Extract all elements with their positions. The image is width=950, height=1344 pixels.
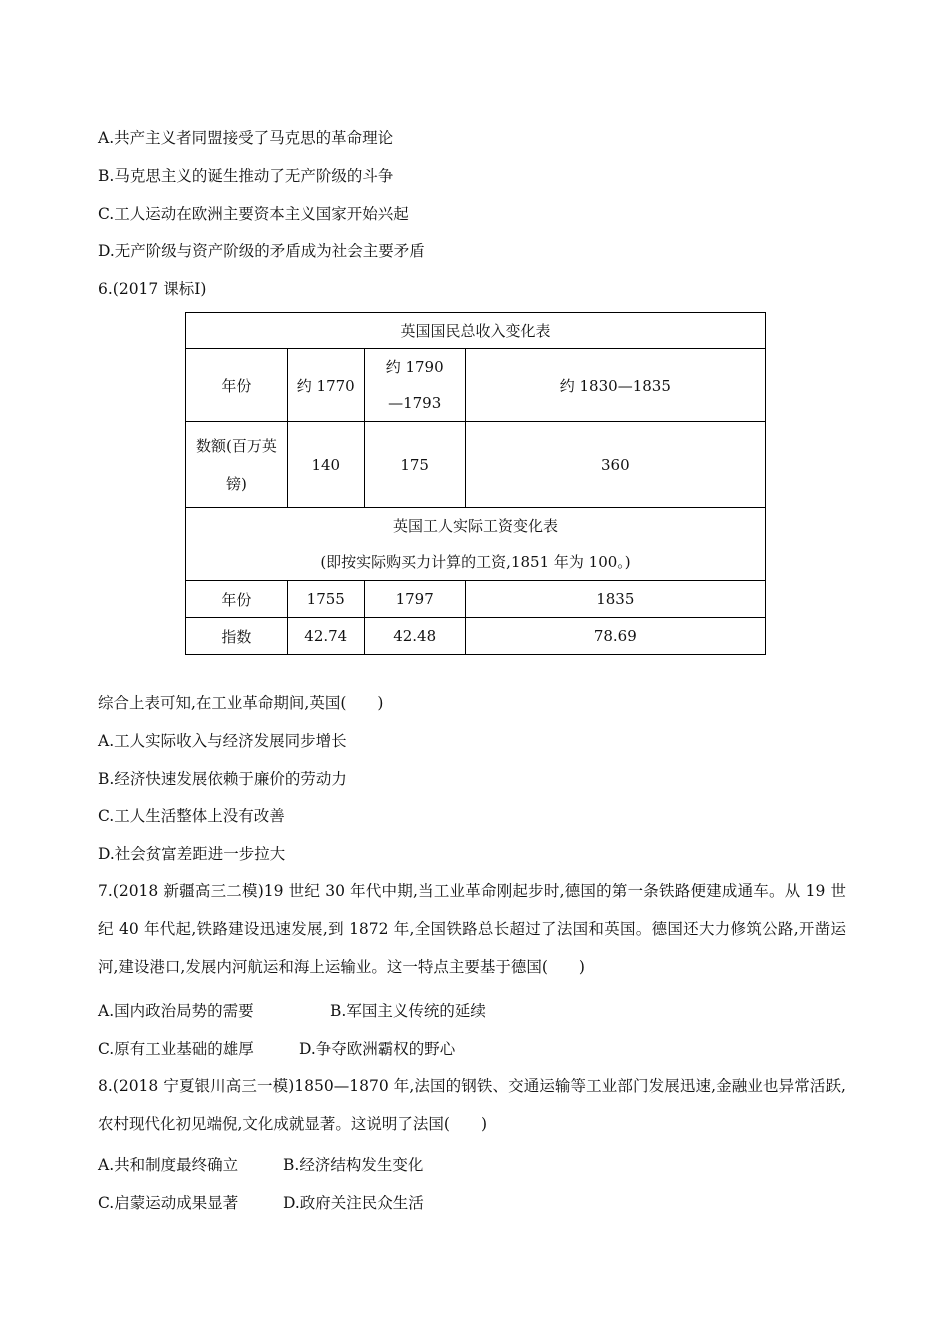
- q6-option-d: D.社会贫富差距进一步拉大: [98, 845, 286, 863]
- q8-option-c: C.启蒙运动成果显著: [98, 1194, 239, 1212]
- q7-option-d: D.争夺欧洲霸权的野心: [299, 1040, 456, 1058]
- income-year-2: 约 1790—1793: [364, 349, 465, 422]
- q6-stem: 综合上表可知,在工业革命期间,英国( ): [98, 694, 384, 712]
- wage-index-label: 指数: [186, 618, 288, 655]
- wage-year-2: 1797: [364, 581, 465, 618]
- q5-option-c: C.工人运动在欧洲主要资本主义国家开始兴起: [98, 205, 409, 223]
- wage-year-1: 1755: [287, 581, 364, 618]
- wage-year-3: 1835: [465, 581, 765, 618]
- q8-option-d: D.政府关注民众生活: [283, 1194, 424, 1212]
- income-amount-3: 360: [465, 422, 765, 508]
- income-year-1: 约 1770: [287, 349, 364, 422]
- income-amount-label: 数额(百万英镑): [186, 422, 288, 508]
- income-amount-1: 140: [287, 422, 364, 508]
- q5-option-d: D.无产阶级与资产阶级的矛盾成为社会主要矛盾: [98, 242, 425, 260]
- q7-option-c: C.原有工业基础的雄厚: [98, 1040, 254, 1058]
- wage-year-label: 年份: [186, 581, 288, 618]
- income-year-3: 约 1830—1835: [465, 349, 765, 422]
- q8-option-b: B.经济结构发生变化: [283, 1156, 424, 1174]
- wage-index-1: 42.74: [287, 618, 364, 655]
- income-table-title: 英国国民总收入变化表: [186, 313, 766, 349]
- wage-table-note: (即按实际购买力计算的工资,1851 年为 100。): [320, 553, 631, 571]
- q8-stem: 8.(2018 宁夏银川高三一模)1850—1870 年,法国的钢铁、交通运输等工业部门发展迅速,金融业也异常活跃,农村现代化初见端倪,文化成就显著。这说明了法国( ): [98, 1077, 846, 1133]
- q8-option-a: A.共和制度最终确立: [98, 1156, 239, 1174]
- wage-index-3: 78.69: [465, 618, 765, 655]
- q5-option-a: A.共产主义者同盟接受了马克思的革命理论: [98, 129, 394, 147]
- income-amount-2: 175: [364, 422, 465, 508]
- q7-option-b: B.军国主义传统的延续: [330, 1002, 486, 1020]
- q7-stem: 7.(2018 新疆高三二模)19 世纪 30 年代中期,当工业革命刚起步时,德国的第一条铁路便建成通车。从 19 世纪 40 年代起,铁路建设迅速发展,到 1872 年,全国铁路总长超过了法国和英国。德国还大力修筑公路,开凿运河,建设港口,发展内河航运和海上运输业。这一特点主要基于德国( ): [98, 882, 846, 976]
- wage-table-title: 英国工人实际工资变化表: [392, 517, 558, 535]
- q6-option-c: C.工人生活整体上没有改善: [98, 807, 285, 825]
- q7-option-a: A.国内政治局势的需要: [98, 1002, 254, 1020]
- income-wage-table: [185, 312, 766, 655]
- q6-option-a: A.工人实际收入与经济发展同步增长: [98, 732, 347, 750]
- q6-header: 6.(2017 课标Ⅰ): [98, 280, 207, 298]
- wage-index-2: 42.48: [364, 618, 465, 655]
- q6-option-b: B.经济快速发展依赖于廉价的劳动力: [98, 770, 347, 788]
- q5-option-b: B.马克思主义的诞生推动了无产阶级的斗争: [98, 167, 394, 185]
- income-year-label: 年份: [186, 349, 288, 422]
